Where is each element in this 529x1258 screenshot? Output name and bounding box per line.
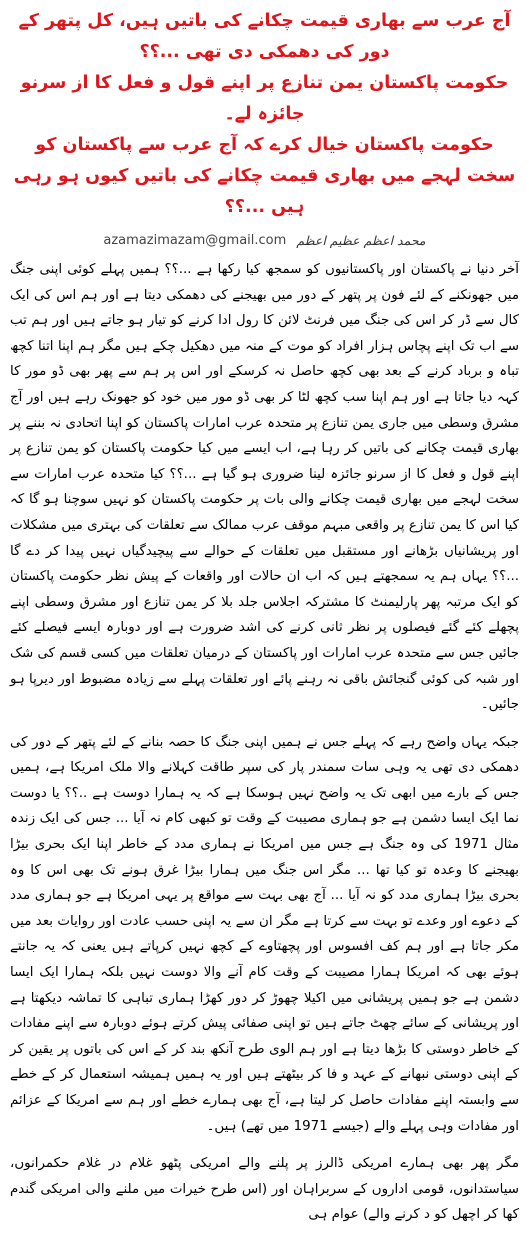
headline-3: حکومت پاکستان خیال کرے کہ آج عرب سے پاکستان کو سخت لہجے میں بھاری قیمت چکانے کی باتیں کیوں ہو رہی ہیں ...؟؟	[13, 135, 516, 217]
headline-1: آج عرب سے بھاری قیمت چکانے کی باتیں ہیں، کل پتھر کے دور کی دھمکی دی تھی ...؟؟	[18, 11, 511, 62]
headline-2: حکومت پاکستان یمن تنازع پر اپنے قول و فعل کا از سرنو جائزہ لے۔	[20, 73, 509, 124]
body-paragraph-1: آخر دنیا نے پاکستان اور پاکستانیوں کو سمجھ کیا رکھا ہے ...؟؟ ہمیں پہلے کوئی اپنی جنگ میں جھونکنے کے لئے فون پر پتھر کے دور میں بھیجنے کی دھمکی دیتا ہے اور ہم اس کی ایک کال سے ڈر کر اس کی جنگ میں فرنٹ لائن کا رول ادا کرنے کو تیار ہو جاتے ہیں اور ہم تب سے اب تک اپنے پچاس ہزار افراد کو موت کے منہ میں دھکیل چکے ہیں مگر ہم اپنا اتنا کچھ تباہ و برباد کرنے کے بعد بھی کچھ حاصل نہ کرسکے اور اس پر ہم سے پھر بھی ڈو مور کا کہہ دیا جاتا ہے اور ہم اپنا سب کچھ لٹا کر بھی ڈو مور میں خود کو جھونک رہے ہیں اور آج مشرق وسطی میں جاری یمن تنازع پر متحدہ عرب امارات پاکستان کو اپنا اتحادی نہ بننے پر بھاری قیمت چکانے کی باتیں کر رہا ہے، اب ایسے میں کیا حکومت پاکستان کو یمن تنازع پر اپنے قول و فعل کا از سرنو جائزہ لینا ضروری ہو گیا ہے ...؟؟ کیا متحدہ عرب امارات سے سخت لہجے میں بھاری قیمت چکانے والی بات پر حکومت پاکستان کو نہیں سوچنا ہو گا کہ کیا اس کا یمن تنازع پر واقعی مبہم موقف عرب ممالک سے تعلقات کی بہتری میں مشکلات اور پریشانیاں بڑھانے اور مستقبل میں تعلقات کے حوالے سے پیچیدگیاں نہیں پیدا کر دے گا ...؟؟ یہاں ہم یہ سمجھتے ہیں کہ اب ان حالات اور واقعات کے پیش نظر حکومت پاکستان کو ایک مرتبہ پھر پارلیمنٹ کا مشترکہ اجلاس جلد بلا کر یمن تنازع اور مشرق وسطی اپنے پچھلے کئے گئے فیصلوں پر نظر ثانی کرنے کی اشد ضرورت ہے اور دوبارہ ایسے فیصلے کئے جائیں جس سے متحدہ عرب امارات اور پاکستان کے درمیان تعلقات میں کسی قسم کی شک اور شبہ کی کوئی گنجائش باقی نہ رہنے پائے اور تعلقات پہلے سے زیادہ مضبوط اور دیرپا ہو جائیں۔	[10, 262, 519, 713]
body-paragraph-2: جبکہ یہاں واضح رہے کہ پہلے جس نے ہمیں اپنی جنگ کا حصہ بنانے کے لئے پتھر کے دور کی دھمکی دی تھی یہ وہی سات سمندر پار کی سپر طاقت کہلانے والا ملک امریکا ہے، ہمیں جس کے بارے میں ابھی تک یہ واضح نہیں ہوسکا ہے کہ یہ ہمارا دوست ہے ..؟؟ یا دوست نما ایک ایسا دشمن ہے جو ہماری مصیبت کے وقت تو کبھی کام نہ آیا ... جس کی ایک زندہ مثال 1971 کی وہ جنگ ہے جس میں امریکا نے ہماری مدد کے خاطر اپنا ایک بحری بیڑا بھیجنے کا وعدہ تو کیا تھا ... مگر اس جنگ میں ہمارا بیڑا غرق ہونے تک بھی اس کا وہ بحری بیڑا ہماری مدد کو نہ آیا ... آج بھی بہت سے مواقع پر یہی امریکا ہے جو ہماری مدد کے دعوے اور وعدے تو بہت سے کرتا ہے مگر ان سے یہ اپنی حسب عادت اور روایات بعد میں مکر جاتا ہے اور ہم کف افسوس اور پچھتاوے کے کچھ نہیں کرپاتے ہیں یعنی کہ یہ جانتے ہوئے بھی کہ امریکا ہمارا مصیبت کے وقت کام آنے والا دوست نہیں بلکہ ہمارا ایک ایسا دشمن ہے جو ہمیں پریشانی میں اکیلا چھوڑ کر دور کھڑا ہماری تباہی کا تماشہ دیکھتا ہے اور پریشانی کے سائے چھٹ جاتے ہیں تو اپنی صفائی پیش کرتے ہوئے دوبارہ سے اپنے مفادات کے خاطر دوستی کا بڑھا دیتا ہے اور ہم الوی طرح آنکھ بند کر کے اس کی باتوں پر یقین کر کے اپنی دوستی نبھانے کے عہد و فا کر بیٹھتے ہیں اور یہ ہمیں ہمیشہ استعمال کر کے خطے سے وابستہ اپنے مفادات حاصل کر لیتا ہے، آج بھی ہمارے خطے اور ہم سے امریکا کے عزائم اور مفادات وہی پہلے والے (جیسے 1971 میں تھے) ہیں۔	[10, 734, 520, 1134]
author-name: محمد اعظم عظیم اعظم	[296, 232, 426, 248]
author-email[interactable]: azamazimazam@gmail.com	[103, 232, 287, 248]
body-paragraph-3: مگر پھر بھی ہمارے امریکی ڈالرز پر پلنے والے امریکی پٹھو غلام در غلام حکمرانوں، سیاستدانوں، قومی اداروں کے سربراہان اور (اس طرح خیرات میں ملنے والی امریکی گندم کھا کر اچھل کو د کرنے والے) عوام ہی	[10, 1156, 519, 1223]
byline	[10, 229, 519, 251]
